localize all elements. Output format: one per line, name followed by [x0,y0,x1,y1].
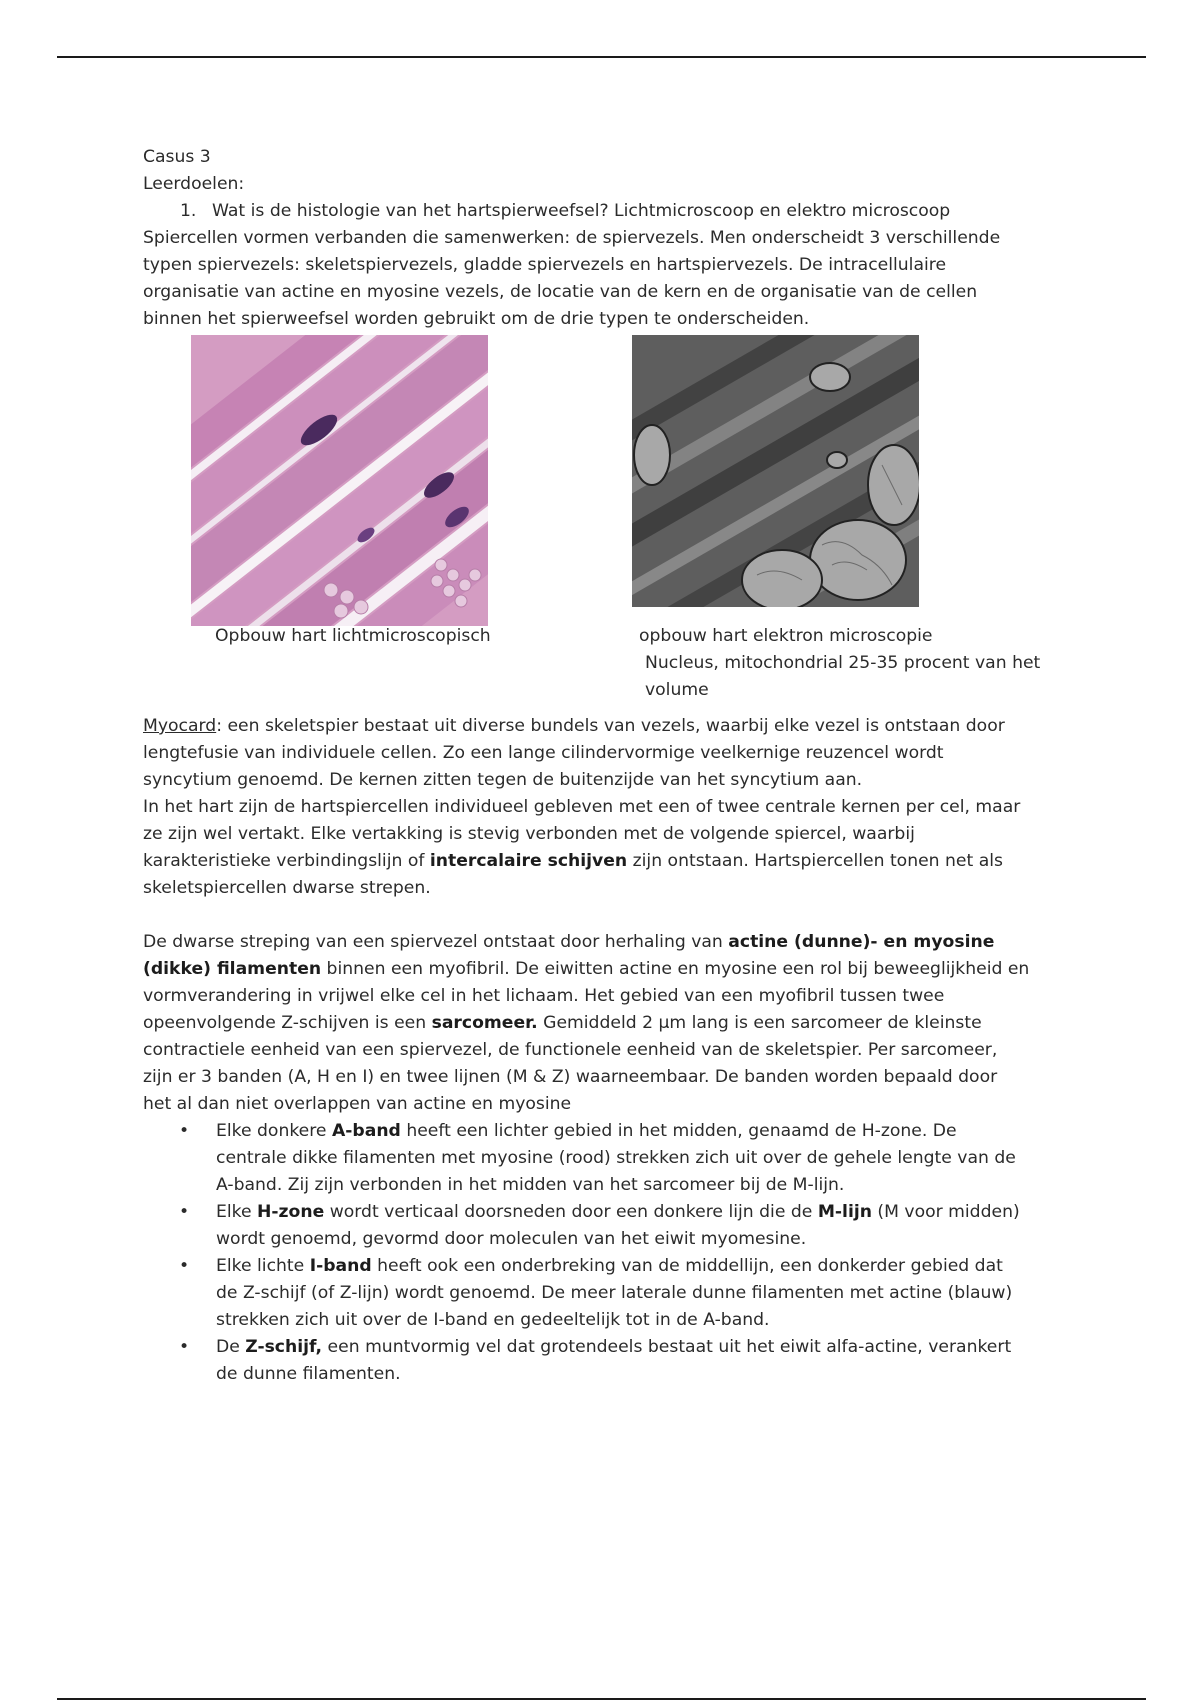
figures-row [143,333,1063,713]
bullet-h-zone [143,1199,1063,1253]
question-text: Wat is de histologie van het hartspierweefsel? Lichtmicroscoop en elektro microscoop [212,201,951,221]
bullet-text: strekken zich uit over de I-band en gedeeltelijk tot in de A-band. [216,1310,770,1330]
question-number: 1. [180,201,197,221]
h-zone-term: H-zone [257,1202,325,1222]
z-disc-term: Z-schijf, [245,1337,323,1357]
paragraph-gap [143,902,1063,929]
he-stain-graphic [191,335,488,626]
document-page [143,144,1063,1388]
striping-line: het al dan niet overlappen van actine en myosine [143,1094,572,1114]
bullet-text: De [216,1337,246,1357]
electron-microscope-image [632,335,919,607]
striping-line [143,956,1063,983]
sarcomere-term: sarcomeer. [431,1013,538,1033]
bullet-text: Elke [216,1202,258,1222]
band-bullet-list [143,1118,1063,1388]
striping-line: zijn er 3 banden (A, H en I) en twee lijnen (M & Z) waarneembaar. De banden worden bepaald door [143,1067,998,1087]
myocard-term: Myocard [143,716,217,736]
learning-goals-label: Leerdoelen: [143,174,245,194]
bullet-text: de Z-schijf (of Z-lijn) wordt genoemd. De meer laterale dunne filamenten met actine (blauw) [216,1283,1013,1303]
bullet-text: de dunne filamenten. [216,1364,401,1384]
intro-line: typen spiervezels: skeletspiervezels, gladde spiervezels en hartspiervezels. De intracellulaire [143,255,947,275]
a-band-term: A-band [331,1121,401,1141]
bullet-text: Elke donkere [216,1121,332,1141]
myocard-line: ze zijn wel vertakt. Elke vertakking is stevig verbonden met de volgende spiercel, waarbij [143,824,915,844]
myocard-line: In het hart zijn de hartspiercellen individueel gebleven met een of twee centrale kernen per cel, maar [143,797,1021,817]
intro-line: binnen het spierweefsel worden gebruikt om de drie typen te onderscheiden. [143,309,810,329]
bullet-icon: • [179,1256,190,1276]
header-rule [57,56,1146,58]
myocard-text: zijn ontstaan. Hartspiercellen tonen net als [627,851,1003,871]
bullet-text: een muntvormig vel dat grotendeels bestaat uit het eiwit alfa-actine, verankert [322,1337,1012,1357]
em-caption: opbouw hart elektron microscopie [639,626,933,646]
em-graphic [632,335,919,607]
i-band-term: I-band [309,1256,372,1276]
myocard-line [143,713,1063,740]
striping-text: opeenvolgende Z-schijven is een [143,1013,432,1033]
bullet-a-band [143,1118,1063,1199]
case-title: Casus 3 [143,147,211,167]
bullet-text: A-band. Zij zijn verbonden in het midden van het sarcomeer bij de M-lijn. [216,1175,845,1195]
filaments-term: (dikke) filamenten [143,959,322,979]
intercalated-discs-term: intercalaire schijven [429,851,628,871]
myocard-text: : een skeletspier bestaat uit diverse bundels van vezels, waarbij elke vezel is ontstaan door [216,716,1005,736]
bullet-text: heeft een lichter gebied in het midden, genaamd de H-zone. De [400,1121,957,1141]
lm-caption: Opbouw hart lichtmicroscopisch [215,626,491,646]
intro-line: organisatie van actine en myosine vezels, de locatie van de kern en de organisatie van de cellen [143,282,978,302]
bullet-text: centrale dikke filamenten met myosine (rood) strekken zich uit over de gehele lengte van de [216,1148,1016,1168]
bullet-text: wordt genoemd, gevormd door moleculen van het eiwit myomesine. [216,1229,807,1249]
intro-line: Spiercellen vormen verbanden die samenwerken: de spiervezels. Men onderscheidt 3 verschillende [143,228,1001,248]
m-line-term: M-lijn [817,1202,872,1222]
bullet-text: Elke lichte [216,1256,310,1276]
striping-line: vormverandering in vrijwel elke cel in het lichaam. Het gebied van een myofibril tussen twee [143,986,945,1006]
myocard-line: skeletspiercellen dwarse strepen. [143,878,431,898]
striping-line: contractiele eenheid van een spiervezel, de functionele eenheid van de skeletspier. Per sarcomeer, [143,1040,998,1060]
bullet-text: wordt verticaal doorsneden door een donkere lijn die de [324,1202,818,1222]
bullet-icon: • [179,1121,190,1141]
light-microscope-image [191,335,488,626]
myocard-line: lengtefusie van individuele cellen. Zo een lange cilindervormige veelkernige reuzencel wordt [143,743,944,763]
striping-text: De dwarse streping van een spiervezel ontstaat door herhaling van [143,932,729,952]
striping-text: Gemiddeld 2 µm lang is een sarcomeer de kleinste [537,1013,982,1033]
striping-line [143,1010,1063,1037]
bullet-icon: • [179,1202,190,1222]
myocard-line: syncytium genoemd. De kernen zitten tegen de buitenzijde van het syncytium aan. [143,770,863,790]
bullet-text: (M voor midden) [871,1202,1020,1222]
bullet-i-band [143,1253,1063,1334]
striping-text: binnen een myofibril. De eiwitten actine en myosine een rol bij beweeglijkheid en [321,959,1030,979]
bullet-z-disc [143,1334,1063,1388]
em-note: Nucleus, mitochondrial 25-35 procent van het volume [645,653,1041,700]
question-item [143,198,1063,225]
striping-line [143,929,1063,956]
myocard-line [143,848,1063,875]
myocard-text: karakteristieke verbindingslijn of [143,851,430,871]
bullet-icon: • [179,1337,190,1357]
bullet-text: heeft ook een onderbreking van de middellijn, een donkerder gebied dat [371,1256,1003,1276]
actin-myosin-term: actine (dunne)- en myosine [728,932,995,952]
